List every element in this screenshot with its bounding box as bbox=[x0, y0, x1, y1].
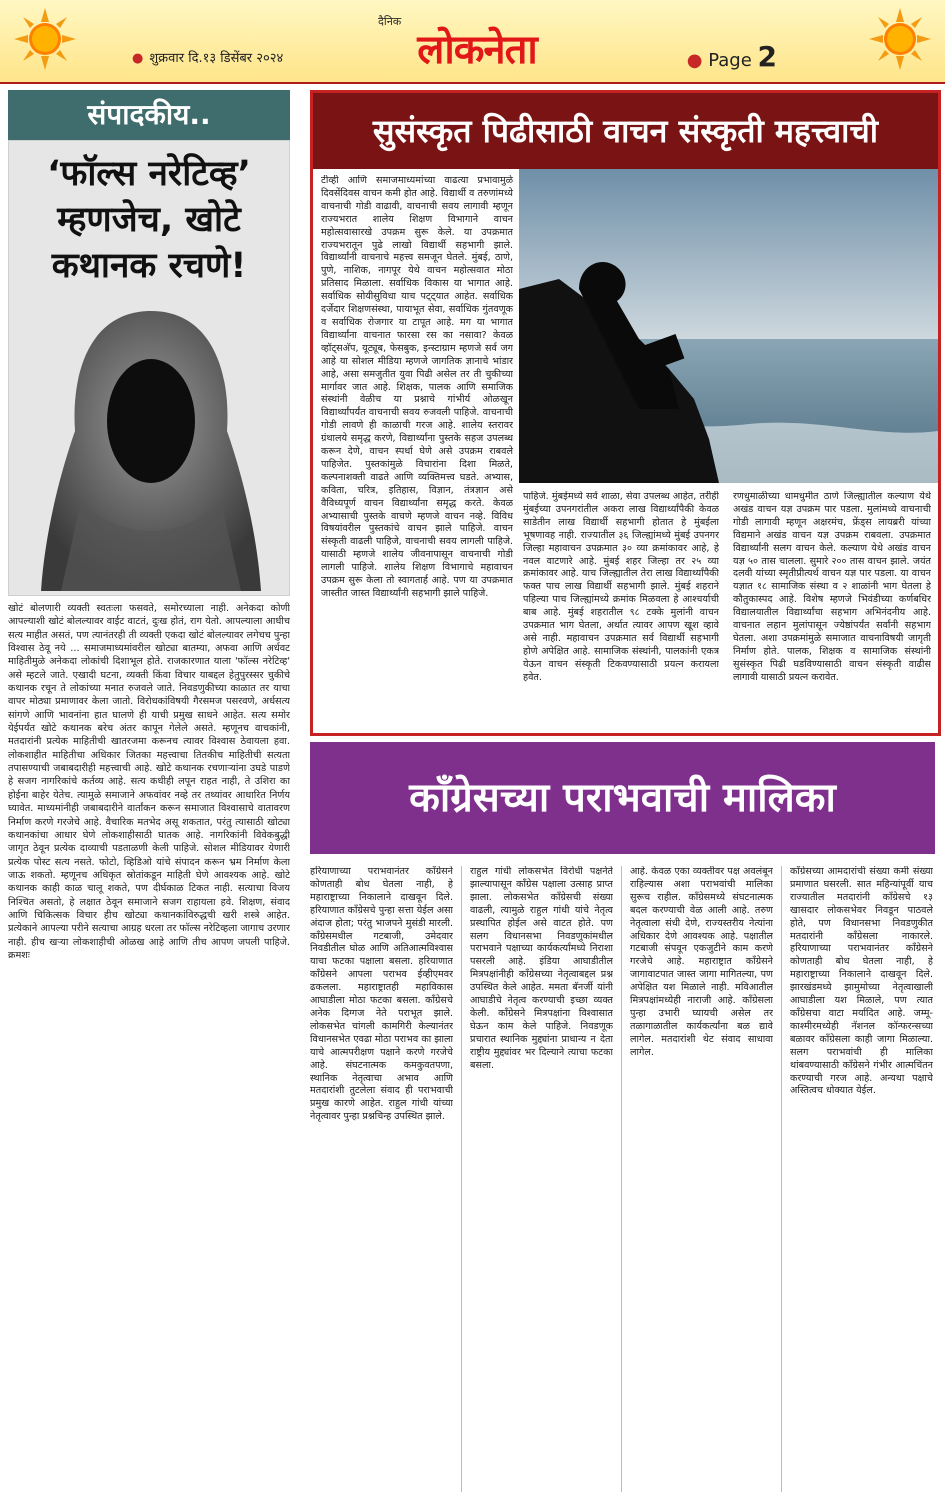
page-number: ● Page 2 bbox=[686, 40, 777, 73]
issue-date: ● शुक्रवार दि.१३ डिसेंबर २०२४ bbox=[132, 51, 284, 66]
reading-culture-article bbox=[310, 90, 941, 736]
article-headline: काँग्रेसच्या पराभवाची मालिका bbox=[310, 742, 935, 854]
article-column-3: आहे. केवळ एका व्यक्तीवर पक्ष अवलंबून राहिल्यास अशा पराभवांची मालिका सुरूच राहील. काँग्रेसमध्ये संघटनात्मक बदल करण्याची वेळ आली आहे. तरुण नेतृत्वाला संधी देणे, राज्यस्तरीय नेत्यांना अधिकार देणे आवश्यक आहे. पक्षातील गटबाजी संपवून एकजुटीने काम करणे गरजेचे आहे. महाराष्ट्रात काँग्रेसने जागावाटपात जास्त जागा मागितल्या, पण अपेक्षित यश मिळाले नाही. मविआतील मित्रपक्षांमध्येही नाराजी आहे. काँग्रेसला पुन्हा उभारी घ्यायची असेल तर तळागाळातील कार्यकर्त्यांना बळ द्यावे लागेल. मतदारांशी थेट संवाद साधावा लागेल. bbox=[630, 866, 773, 1058]
hooded-figure-image bbox=[41, 301, 261, 591]
column-divider bbox=[621, 866, 622, 1492]
editorial-column bbox=[8, 90, 290, 1494]
congress-defeat-article bbox=[310, 742, 935, 1494]
masthead bbox=[0, 0, 945, 84]
article-column-2: पाहिजे. मुंबईमध्ये सर्व शाळा, सेवा उपलब्ध आहेत, तरीही मुंबईच्या उपनगरांतील अकरा लाख विद्यार्थ्यांपैकी केवळ साडेतीन लाख विद्यार्थी सहभागी होतात हे मुंबईला भूषणावह नाही. राज्यातील ३६ जिल्ह्यांमध्ये मुंबई उपनगर जिल्हा महावाचन उपक्रमात ३० व्या क्रमांकावर आहे, हे नवल वाटणारे आहे. मुंबई शहर जिल्हा तर २५ व्या क्रमांकावर आहे. याच जिल्ह्यातील तेरा लाख विद्यार्थ्यांपैकी फक्त पाच लाख विद्यार्थी सहभागी झाले. मुंबई शहराने पहिल्या पाच जिल्ह्यांमध्ये क्रमांक मिळवला हे आश्चर्याची बाब आहे. मुंबई शहरातील ९८ टक्के मुलांनी वाचन उपक्रमात भाग घेतला, अर्थात त्यावर आपण खूश व्हावे असे नाही. महावाचन उपक्रमात सर्व विद्यार्थी सहभागी होणे अपेक्षित आहे. सामाजिक संस्थांनी, पालकांनी एकत्र येऊन वाचन संस्कृती टिकवण्यासाठी प्रयत्न करायला हवेत. bbox=[523, 491, 719, 683]
article-headline: सुसंस्कृत पिढीसाठी वाचन संस्कृती महत्त्वाची bbox=[313, 93, 938, 169]
editorial-title-panel bbox=[8, 140, 290, 596]
article-column-1: हरियाणाच्या पराभवानंतर काँग्रेसने कोणताही बोध घेतला नाही, हे महाराष्ट्राच्या निकालाने दाखवून दिले. हरियाणात काँग्रेसचे पुन्हा सत्ता येईल असा अंदाज होता; परंतु भाजपने मुसंडी मारली. काँग्रेसमधील गटबाजी, उमेदवार निवडीतील घोळ आणि अतिआत्मविश्वास याचा फटका पक्षाला बसला. हरियाणात काँग्रेसने आपला पराभव ईव्हीएमवर ढकलला. महाराष्ट्रातही महाविकास आघाडीला मोठा फटका बसला. काँग्रेसचे अनेक दिग्गज नेते पराभूत झाले. लोकसभेत चांगली कामगिरी केल्यानंतर विधानसभेत एवढा मोठा पराभव का झाला याचे आत्मपरीक्षण पक्षाने करणे गरजेचे आहे. संघटनात्मक कमकुवतपणा, स्थानिक नेतृत्वाचा अभाव आणि मतदारांशी तुटलेला संवाद ही पराभवाची प्रमुख कारणे आहेत. राहुल गांधी यांच्या नेतृत्वावर पुन्हा प्रश्नचिन्ह उपस्थित झाले. bbox=[310, 866, 453, 1123]
article-column-3: रणधुमाळीच्या धामधुमीत ठाणे जिल्ह्यातील कल्याण येथे अखंड वाचन यज्ञ उपक्रम पार पडला. मुलांमध्ये वाचनाची गोडी लागावी म्हणून अक्षरमंच, फ्रेंड्स लायब्ररी यांच्या विद्यमाने अखंड वाचन यज्ञ उपक्रम राबवला. उपक्रमात विद्यार्थ्यांनी सलग वाचन केले. कल्याण येथे अखंड वाचन यज्ञ ५० तास चालला. सुमारे २०० तास वाचन झाले. जयंत दलवी यांच्या स्मृतीप्रीत्यर्थ वाचन यज्ञ पार पडला. या वाचन यज्ञात १८ सामाजिक संस्था व २ शाळांनी भाग घेतला हे कौतुकास्पद आहे. विशेष म्हणजे भिवंडीच्या कर्णबधिर विद्यालयातील विद्यार्थ्यांचा सहभाग अभिनंदनीय आहे. वाचनात लहान मुलांपासून ज्येष्ठांपर्यंत सर्वांनी सहभाग घेतला. अशा उपक्रमांमुळे समाजात वाचनाविषयी जागृती निर्माण होते. पालक, शिक्षक व सामाजिक संस्थांनी सुसंस्कृत पिढी घडविण्यासाठी वाचन संस्कृती वाढीस लागावी यासाठी प्रयत्न करावेत. bbox=[733, 491, 931, 683]
editorial-section-label: संपादकीय.. bbox=[8, 90, 290, 140]
column-divider bbox=[781, 866, 782, 1492]
article-column-4: काँग्रेसच्या आमदारांची संख्या कमी संख्या प्रमाणात घसरली. सात महिन्यांपूर्वी याच राज्यातील मतदारांनी काँग्रेसचे १३ खासदार लोकसभेवर निवडून पाठवले होते, पण विधानसभा निवडणुकीत मतदारांनी काँग्रेसला नाकारले. हरियाणाच्या पराभवानंतर काँग्रेसने कोणताही बोध घेतला नाही, हे महाराष्ट्राच्या निकालाने दाखवून दिले. झारखंडमध्ये झामुमोच्या नेतृत्वाखाली आघाडीला यश मिळाले, पण त्यात काँग्रेसचा वाटा मर्यादित आहे. जम्मू-काश्मीरमध्येही नॅशनल कॉन्फरन्सच्या बळावर काँग्रेसला काही जागा मिळाल्या. सलग पराभवांची ही मालिका थांबवण्यासाठी काँग्रेसने गंभीर आत्मचिंतन करण्याची गरज आहे. अन्यथा पक्षाचे अस्तित्वच धोक्यात येईल. bbox=[790, 866, 933, 1097]
sun-icon bbox=[869, 8, 931, 70]
article-column-1: टीव्ही आणि समाजमाध्यमांच्या वाढत्या प्रभावामुळे दिवसेंदिवस वाचन कमी होत आहे. विद्यार्थी व तरुणांमध्ये वाचनाची गोडी वाढावी, वाचनाची सवय लागावी म्हणून राज्यभरात शालेय शिक्षण विभागाने वाचन महोत्सवासारखे उपक्रम सुरू केले. या उपक्रमात राज्यभरातून पुढे लाखो विद्यार्थी सहभागी झाले. विद्यार्थ्यांनी वाचनाचे महत्त्व समजून घेतले. मुंबई, ठाणे, पुणे, नाशिक, नागपूर येथे वाचन महोत्सवात मोठा प्रतिसाद मिळाला. सर्वाधिक विकास या भागात आहे. सर्वाधिक सोयीसुविधा याच पट्ट्यात आहेत. सर्वाधिक दर्जेदार शिक्षणसंस्था, पायाभूत सेवा, सर्वाधिक गुंतवणूक व सर्वाधिक रोजगार या टापूत आहे. मग या भागात विद्यार्थ्यांना वाचनात फारसा रस का नसावा? केवळ व्हॉट्सअ‍ॅप, यूट्यूब, फेसबुक, इन्स्टाग्राम म्हणजे सर्व जग आहे या सोशल मीडिया म्हणजे जागतिक ज्ञानाचे भांडार आहे, असा समजुतीत युवा पिढी असेल तर ती चुकीच्या मार्गावर जात आहे. शिक्षक, पालक आणि समाजिक संस्थांनी वेळीच या प्रश्नाचे गांभीर्य ओळखून विद्यार्थ्यांपर्यंत वाचनाची सवय रुजवली पाहिजे. वाचनाची गोडी लावणे ही काळाची गरज आहे. शालेय स्तरावर ग्रंथालये समृद्ध करणे, विद्यार्थ्यांना पुस्तके सहज उपलब्ध करून देणे, वाचन स्पर्धा घेणे असे उपक्रम राबवले पाहिजेत. पुस्तकांमुळे विचारांना दिशा मिळते, कल्पनाशक्ती वाढते आणि व्यक्तिमत्त्व घडते. अभ्यास, कविता, चरित्र, इतिहास, विज्ञान, तंत्रज्ञान असे वैविध्यपूर्ण वाचन विद्यार्थ्यांना समृद्ध करते. केवळ अभ्यासाची पुस्तके वाचणे म्हणजे वाचन नव्हे. विविध विषयांवरील पुस्तकांचे वाचन झाले पाहिजे. वाचन संस्कृती वाढली पाहिजे, वाचनाची सवय लागली पाहिजे. यासाठी म्हणजे शालेय जीवनापासून वाचनाची गोडी लागली पाहिजे. शालेय शिक्षण विभागाचे महावाचन उपक्रम सुरू केला तो स्वागतार्ह आहे. पण या उपक्रमात जास्तीत जास्त विद्यार्थ्यांनी सहभागी झाले पाहिजे. bbox=[321, 175, 513, 599]
newspaper-logo: दैनिक लोकनेता bbox=[378, 15, 537, 73]
column-divider bbox=[461, 866, 462, 1492]
editorial-body: खोटं बोलणारी व्यक्ती स्वतःला फसवते, समोरच्याला नाही. अनेकदा कोणी आपल्याशी खोटं बोलल्यावर वाईट वाटतं, दुःख होतं, राग येतो. आपल्याला आधीच सत्य माहीत असतं, पण त्यानंतरही ती व्यक्ती एकदा खोटं बोलल्यावर लगेचच पुन्हा विश्वास ठेवू नये ... समाजमाध्यमांवरील खोट्या बातम्या, अफवा आणि अर्धवट माहितीमुळे अनेकदा लोकांची दिशाभूल होते. राजकारणात याला 'फॉल्स नरेटिव्ह' असे म्हटले जाते. एखादी घटना, व्यक्ती किंवा विचार याबद्दल हेतुपुरस्सर चुकीचे कथानक रचून ते लोकांच्या मनात रुजवले जाते. निवडणुकीच्या काळात तर याचा वापर मोठ्या प्रमाणावर केला जातो. विरोधकांविषयी गैरसमज पसरवणे, अर्धसत्य सांगणे आणि भावनांना हात घालणे ही याची प्रमुख साधने आहेत. सत्य समोर येईपर्यंत खोटे कथानक बरेच अंतर कापून गेलेले असते. म्हणूनच वाचकांनी, मतदारांनी प्रत्येक माहितीची खातरजमा करूनच त्यावर विश्वास ठेवायला हवा. लोकशाहीत माहितीचा अधिकार जितका महत्त्वाचा तितकीच माहितीची सत्यता तपासण्याची जबाबदारीही महत्त्वाची आहे. खोटे कथानक रचणाऱ्यांना उघडे पाडणे हे सजग नागरिकांचे कर्तव्य आहे. सत्य कधीही लपून राहत नाही, ते उशिरा का होईना बाहेर येतेच. त्यामुळे समाजाने अफवांवर नव्हे तर तथ्यांवर आधारित निर्णय घ्यावेत. माध्यमांनीही जबाबदारीने वार्तांकन करून समाजात विश्वासाचे वातावरण निर्माण करणे गरजेचे आहे. वैचारिक मतभेद असू शकतात, परंतु त्यासाठी खोट्या कथानकांचा आधार घेणे लोकशाहीसाठी घातक आहे. नागरिकांनी विवेकबुद्धी जागृत ठेवून प्रत्येक दाव्याची पडताळणी केली पाहिजे. सोशल मीडियावर येणारी प्रत्येक पोस्ट सत्य नसते. फोटो, व्हिडिओ यांचे संपादन करून भ्रम निर्माण केला जाऊ शकतो. म्हणूनच अधिकृत स्रोतांकडून माहिती घेणे आवश्यक आहे. खोटे कथानक काही काळ चालू शकते, पण दीर्घकाळ टिकत नाही. सत्याचा विजय निश्चित असतो, हे लक्षात ठेवून समाजाने सजग राहायला हवे. शिक्षण, संवाद आणि चिकित्सक विचार हीच खोट्या कथानकांविरुद्धची खरी शस्त्रे आहेत. प्रत्येकाने आपल्या परीने सत्याचा आग्रह धरला तर फॉल्स नरेटिव्हला जागाच उरणार नाही. हीच खऱ्या लोकशाहीची ओळख आहे आणि तीच आपण जपली पाहिजे. क्रमशः bbox=[8, 603, 290, 961]
editorial-title: ‘फॉल्स नरेटिव्ह’ म्हणजेच, खोटे कथानक रचणे! bbox=[47, 154, 251, 286]
sun-icon bbox=[14, 8, 76, 70]
reading-silhouette-image bbox=[519, 169, 938, 483]
article-column-2: राहुल गांधी लोकसभेत विरोधी पक्षनेते झाल्यापासून काँग्रेस पक्षाला उत्साह प्राप्त झाला. लोकसभेत काँग्रेसची संख्या वाढली, त्यामुळे राहुल गांधी यांचे नेतृत्व प्रस्थापित होईल असे वाटत होते. पण सलग विधानसभा निवडणुकांमधील पराभवाने पक्षाच्या कार्यकर्त्यांमध्ये निराशा पसरली आहे. इंडिया आघाडीतील मित्रपक्षांनीही काँग्रेसच्या नेतृत्वाबद्दल प्रश्न उपस्थित केले आहेत. ममता बॅनर्जी यांनी आघाडीचे नेतृत्व करण्याची इच्छा व्यक्त केली. काँग्रेसने मित्रपक्षांना विश्वासात घेऊन काम केले पाहिजे. निवडणूक प्रचारात स्थानिक मुद्द्यांना प्राधान्य न देता राष्ट्रीय मुद्द्यांवर भर दिल्याने त्याचा फटका बसला. bbox=[470, 866, 613, 1071]
